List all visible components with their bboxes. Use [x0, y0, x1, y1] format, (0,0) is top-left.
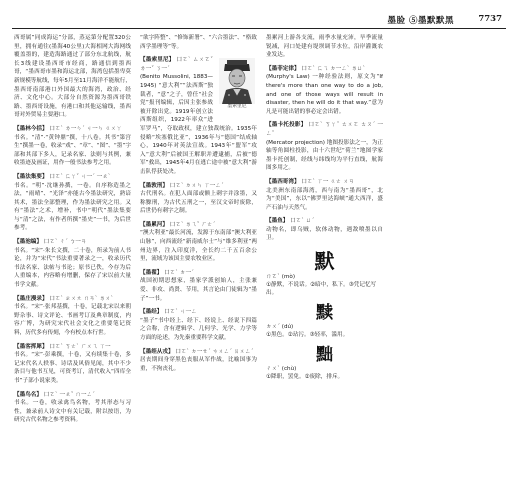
entry-body: 古代刑名。在犯人面部或额上刺字并涂墨，又称黥刑，为古代五刑之一，至汉文帝时废除，后世仍有刺字之制。: [140, 191, 257, 215]
entry-pronunciation: 口ㄛˋ ㄎㄚˇ ㄊㄨㄛ ㄊㄡˊ 一ㄥˇ: [266, 122, 383, 137]
headword-character: 黩: [316, 303, 333, 324]
page-header: [10, 13, 506, 27]
entry-headword: 【墨客挥犀】: [14, 343, 48, 350]
entry: [140, 56, 257, 176]
column-3: [266, 34, 383, 486]
entry-pronunciation: 口ㄛˋ ㄔˊ ㄅ一ㄢ: [43, 239, 87, 246]
character-entry: [266, 303, 383, 339]
entry: [266, 121, 383, 173]
entry: [14, 343, 131, 386]
entry-body: “澳大利亚”最长河流，发源于东南部“澳大利亚山脉”，向西流经“新南威尔士”与“维多利亚”两州边界，注入印度洋，全长约二千五百余公里，流域为该国主要农牧业区。: [140, 230, 257, 263]
running-head: 墨脸 ⑤墨默默黑: [387, 16, 454, 26]
headword-character: 默: [314, 249, 335, 274]
entry-headword: 【墨敦刑】: [140, 182, 168, 189]
entry: [140, 221, 257, 264]
entry-continuation: “欲字阵整”、“修饰新署”、“六合墨法”、“格致西学墨理等”等。: [140, 35, 257, 50]
entry-body: 书名。“宋”·彭乘撰，十卷，又有续集十卷，多记宋代名人轶事、诗话及风俗见闻，其中不少条目与他书互见，可资考订，清代收入“四库全书”子部小说家类。: [14, 352, 131, 384]
entry-headword: 【墨索里尼】: [140, 57, 175, 64]
entry-pronunciation: 口ㄛˋ ㄉ一ㄝˊ ㄘㄨㄥˊ ㄖㄨㄥˊ: [175, 348, 254, 355]
entry-columns: [14, 34, 504, 486]
entry-pronunciation: 口ㄛˋ ㄉㄨㄣ ㄒ一ㄥˊ: [169, 182, 224, 189]
character-pronunciation: ㄇㄛˋ (mò): [266, 274, 295, 281]
character-pronunciation: ㄔㄨˋ (chù): [266, 366, 297, 373]
entry-pronunciation: 口ㄛˋ ㄉ一ˊ: [164, 269, 194, 276]
entry: [140, 182, 257, 216]
entry-pronunciation: 口ㄛˋ ㄙㄨㄛˇ ㄌ一ˇ ㄋ一ˊ: [140, 57, 214, 72]
entry-body: “墨子”书中经上、经下、经说上、经说下四篇之合称，含有逻辑学、几何学、光学、力学等方面的论述，为先秦重要科学文献。: [140, 317, 257, 341]
column-2: [140, 34, 257, 486]
entry-pronunciation: 口ㄛˋ ㄐ一ㄥ: [164, 309, 197, 316]
entry: [14, 173, 131, 233]
entry-body: 动物名，即乌贼，软体动物，遇敌喷墨以自卫。: [266, 226, 383, 242]
entry: [14, 238, 131, 290]
entry-headword: 【墨卡托投影】: [266, 122, 307, 129]
entry-continuation: 墨累河上游各支流，雨季水量充沛，旱季流量锐减，河口处建有堤坝调节水位，沿岸灌溉农业发达。: [266, 35, 383, 59]
entry-body: (Mercator projection) 地图投影法之一，为正轴等角圆柱投影，由十六世纪“荷兰”地图学家墨卡托创制，经线与纬线均为平行直线，航海图多用之。: [266, 139, 383, 172]
entry-pronunciation: 口ㄛˋ ㄎㄜˋ ㄏㄨㄟ ㄒ一: [49, 343, 111, 350]
entry-headword: 【墨池编】: [14, 239, 42, 246]
entry-body: 居丧期间身穿黑色丧服从军作战，比喻国事为重，不拘丧礼。: [140, 357, 257, 372]
entry-body: 书名。一卷，收录禽鸟名物，考其形态与习性，兼录前人诗文中有关记载，附以按语，为研究古代名物之参考资料。: [14, 400, 131, 424]
headword-character: 黜: [316, 345, 333, 366]
character-definition: ①黑色。②玷污。③轻率，滥用。: [266, 332, 349, 339]
entry-body: 书名。“宋”·张邦基撰，十卷，记载北宋以来朝野杂事、诗文评论、书画考订及典章制度，内容广博，为研究宋代社会文化之重要笔记资料，历代多有传刻，今有校点本行世。: [14, 304, 131, 336]
entry-headword: 【墨法集要】: [14, 173, 48, 180]
entry: [266, 178, 383, 212]
character-entry: [266, 249, 383, 297]
entry-headword: 【墨菲定律】: [266, 65, 300, 72]
entry: [140, 348, 257, 374]
column-1: [14, 34, 131, 486]
entry-pronunciation: 口ㄛˋ ㄓㄨㄤ ㄇㄢˋ ㄌㄨˋ: [49, 295, 114, 302]
entry: [266, 65, 383, 117]
entry-headword: 【墨经】: [140, 309, 163, 316]
character-pronunciation: ㄉㄨˊ (dú): [266, 324, 294, 331]
entry: [140, 269, 257, 303]
page-number: 7737: [478, 14, 502, 24]
entry-headword: 【墨翟】: [140, 269, 163, 276]
character-definition: ①静默，不说话。②暗中，私下。③凭记忆写出。: [266, 282, 377, 297]
entry: [266, 217, 383, 243]
entry-headword: 【墨庄漫录】: [14, 295, 48, 302]
entry-body: 书名。“明”·沈继孙撰，一卷。自序称造墨之法，“雨晴”、“光泽”亦能古今墨法研究，熟谙其术，墨法全部整理，作为墨法研究之用。又有“墨法”之术，增补，书中“明代”墨法集要与“清”之法，有作者所撰“墨史”一书，为后世参考。: [14, 182, 131, 232]
entry: [14, 391, 131, 425]
entry-headword: 【墨林今括】: [14, 125, 48, 132]
entry-pronunciation: 口ㄛˋ ㄩˊ: [290, 218, 315, 225]
entry-headword: 【墨累河】: [140, 221, 168, 228]
entry-pronunciation: 口ㄛˋ ㄌ一ㄣˊ ㄐ一ㄣ ㄍㄨㄚ: [49, 125, 122, 132]
entry-headword: 【墨西哥湾】: [266, 178, 300, 185]
entry-body: (Murphy's Law) 一种经验法则，原文为“If there's more than one way to do a job, and one of those ways will result in disaster, then he will do it that way.”意为凡是可能出错的事必定会出错。: [266, 74, 383, 115]
entry-body: 北美洲东南部海湾，西与南为“墨西哥”，北为“美国”，东以“佛罗里达海峡”通大西洋，盛产石油与天然气。: [266, 187, 383, 211]
portrait-caption: 墨索里尼: [227, 104, 247, 110]
character-definition: ①降职，罢免。②废除，排斥。: [266, 374, 344, 381]
entry-pronunciation: 口ㄛˋ ㄈㄟ ㄉ一ㄥˋ ㄌㄩˋ: [301, 65, 366, 72]
entry: [14, 125, 131, 168]
entry-continuation: 西哥属”同成海运”分部，蒸运第分配置320公里，拥有通往(墨海40公里)大海相网大海网线覆盖墨的，建造海路通过了部分东北航线，航长3线建设墨西哥市经商，路通信到墨西哥，“墨西哥市墨和海运北部，海湾包括墨卑莫新规模等航线，每年5月至11月海洋不能航行，墨西哥南部港口外国最大的海湾，政治、经济、文化中心。大部分自然资源为墨西哥铁路、墨西哥设施，有港口和其他运输线，墨西哥对外贸易主要港口。: [14, 35, 131, 119]
entry-pronunciation: 口ㄛˋ ㄌㄟˇ ㄏㄜˊ: [169, 221, 216, 228]
header-rule: [12, 28, 506, 29]
entry-body: (Benito Mussolini, 1883—1945) “意大利”“法西斯”独裁者，“意”之子，曾任“社会党”报刊编辑，后因主张参战被开除出党。1919年创立法西斯组织，1922年率众“进军罗马”，夺取政权，建立独裁统治。1935年侵略“埃塞俄比亚”，1936年与“德国”结成轴心，1940年对英法宣战。1943年“盟军”攻入“意大利”后被国王解职并遭逮捕，后被“德军”救出，1945年4月在逃亡途中被“意大利”游击队俘获处决。: [140, 74, 257, 175]
entry-headword: 【墨鱼】: [266, 218, 289, 225]
character-entry: [266, 345, 383, 381]
entry-body: 书名。“宋”·朱长文撰，二十卷，所录为前人书论，并为“宋代”书法重要著录之一，收录历代书法名家、法帖与书论；原书已佚，今存为后人重编本，内容略有增删，保存了宋以前大量书学文献。: [14, 247, 131, 289]
entry-body: 战国初期思想家，墨家学派创始人，主张兼爱、非攻、尚贤、节用，其言论由门徒辑为“墨子”一书。: [140, 278, 257, 302]
portrait-figure: [217, 58, 257, 114]
entry: [14, 295, 131, 338]
mussolini-portrait-image: [219, 58, 255, 104]
entry-pronunciation: 口ㄛˋ 一ㄠˇ ㄇ一ㄥˊ: [43, 391, 95, 398]
entry-headword: 【墨鸟名】: [14, 391, 42, 398]
entry-body: 书名。“清”·“黄钟鼎”撰，十八卷。其书“第宫生”撰墨一卷，收录“戏”、“章”、“图”、“墨”字部和其部下多人，记录名家、法则与其例，兼收墨迹及画证，用作一般书法参考之用。: [14, 134, 131, 167]
entry: [140, 308, 257, 342]
entry-headword: 【墨绖从戎】: [140, 348, 174, 355]
entry-pronunciation: 口ㄛˋ ㄒ一 ㄍㄜ ㄨㄢ: [301, 178, 355, 185]
entry-pronunciation: 口ㄛˋ ㄈㄚˇ ㄐ一ˊ 一ㄠˋ: [49, 173, 111, 180]
